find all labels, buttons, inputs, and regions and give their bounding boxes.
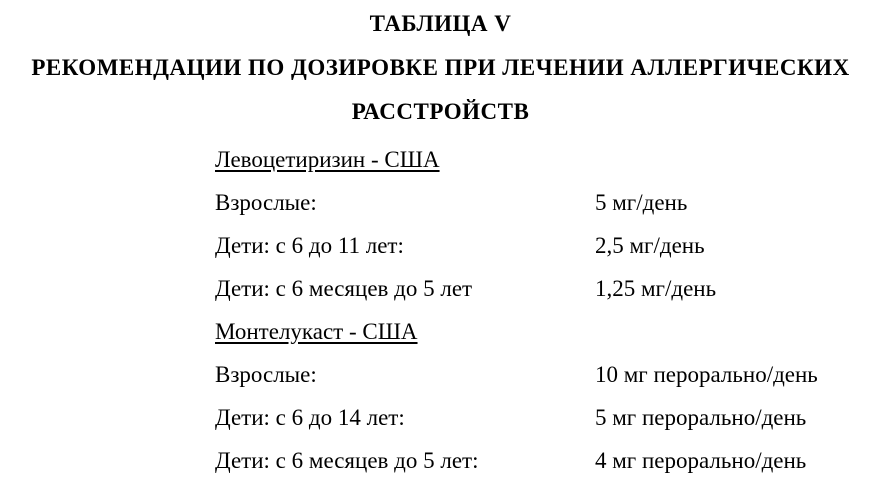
row-label: Дети: с 6 до 14 лет:	[215, 404, 405, 430]
section-montelukast	[215, 310, 881, 482]
row-label: Дети: с 6 до 11 лет:	[215, 232, 404, 258]
section-heading: Левоцетиризин - США	[215, 146, 440, 172]
row-value: 5 мг/день	[595, 189, 688, 215]
title-block	[0, 0, 881, 134]
document-title-line-2: РАССТРОЙСТВ	[351, 99, 530, 124]
dosage-row	[215, 181, 881, 224]
table-number-label: ТАБЛИЦА V	[369, 11, 512, 36]
dosage-row	[215, 396, 881, 439]
section-heading: Монтелукаст - США	[215, 318, 418, 344]
row-value: 1,25 мг/день	[595, 275, 717, 301]
dosage-row	[215, 267, 881, 310]
section-heading-row	[215, 138, 881, 181]
row-label: Взрослые:	[215, 189, 317, 215]
dosage-row	[215, 224, 881, 267]
row-value: 2,5 мг/день	[595, 232, 705, 258]
row-value: 10 мг перорально/день	[595, 361, 818, 387]
row-label: Взрослые:	[215, 361, 317, 387]
dosage-row	[215, 439, 881, 482]
dosage-row	[215, 353, 881, 396]
row-value: 5 мг перорально/день	[595, 404, 807, 430]
dosage-table	[215, 138, 881, 482]
section-levocetirizine	[215, 138, 881, 310]
row-label: Дети: с 6 месяцев до 5 лет	[215, 275, 473, 301]
section-heading-row	[215, 310, 881, 353]
row-value: 4 мг перорально/день	[595, 447, 807, 473]
document-title-line-1: РЕКОМЕНДАЦИИ ПО ДОЗИРОВКЕ ПРИ ЛЕЧЕНИИ АЛЛЕРГИЧЕСКИХ	[31, 55, 850, 80]
row-label: Дети: с 6 месяцев до 5 лет:	[215, 447, 479, 473]
